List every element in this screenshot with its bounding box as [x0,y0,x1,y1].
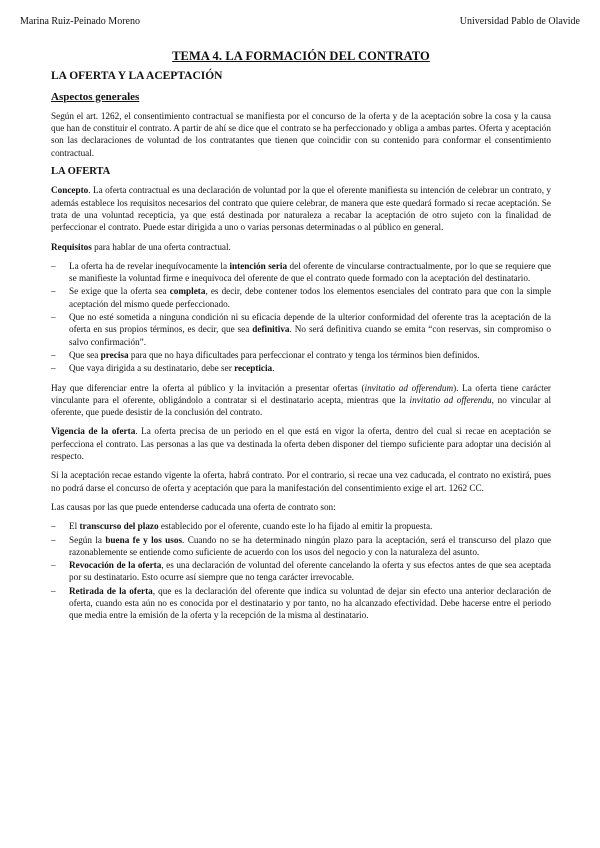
requisitos-intro [51,241,551,253]
item-bold: Revocación de la oferta [69,560,162,571]
item-text: Según la [69,534,106,545]
list-item [51,362,551,374]
dash-bullet: – [51,521,56,532]
item-text: Que vaya dirigida a su destinatario, debe ser [69,363,235,374]
item-bold: recepticia [234,363,273,374]
item-bold: definitiva [252,324,290,335]
list-item [51,349,551,361]
aspectos-heading: Aspectos generales [51,90,140,103]
list-item [51,285,551,310]
item-bold: transcurso del plazo [79,521,159,532]
dash-bullet: – [51,560,56,571]
vigencia-paragraph [51,425,551,462]
causas-list [51,520,551,621]
oferta-heading: LA OFERTA [51,166,111,178]
para-text: ). La oferta tiene carácter vinculante para el oferente, obligándolo a contratar si el destinatario acepta, mientras que la [51,382,551,405]
university-name: Universidad Pablo de Olavide [459,16,580,27]
item-text: Se exige que la oferta sea [69,286,170,297]
item-text: establecido por el oferente, cuando este lo ha fijado al emitir la propuesta. [158,521,433,532]
item-text: , que es la declaración del oferente que indica su voluntad de dejar sin efecto una anterior declaración de oferta, cuando esta aún no es conocida por el destinatario y por tanto, no ha alcanzado efectividad. Debe hacerse entre el periodo que media entre la emisión de la oferta y la recepción de la misma al destinatario. [69,585,551,621]
item-bold: Retirada de la oferta [69,585,153,596]
dash-bullet: – [51,534,56,545]
item-text: , es decir, debe contener todos los elementos esenciales del contrato para que con la simple aceptación del mismo quede perfeccionado. [69,286,551,309]
item-bold: precisa [100,349,129,360]
dash-bullet: – [51,286,56,297]
list-item [51,260,551,285]
vigencia-label: Vigencia de la oferta [51,426,136,437]
vigencia-text: . La oferta precisa de un periodo en el que está en vigor la oferta, dentro del cual si recae en aceptación se perfecciona el contrato. Las personas a las que va destinada la oferta deben disponer del tiempo suficiente para adoptar una decisión al respecto. [51,426,551,462]
diferencia-paragraph [51,382,551,419]
para-text: , no vincular al oferente, que puede desistir de la conclusión del contrato. [51,394,551,418]
causas-intro: Las causas por las que puede entenderse caducada una oferta de contrato son: [51,501,336,512]
section-heading: LA OFERTA Y LA ACEPTACIÓN [51,70,223,83]
author-name: Marina Ruiz-Peinado Moreno [20,16,140,27]
concepto-paragraph [51,184,551,233]
requisitos-label: Requisitos [51,241,92,252]
item-bold: completa [169,286,206,297]
dash-bullet: – [51,260,56,271]
item-text: Que sea [69,349,101,360]
item-text: . [272,363,275,374]
dash-bullet: – [51,349,56,360]
list-item [51,585,551,622]
item-text: . Cuando no se ha determinado ningún plazo para la aceptación, será el transcurso del plazo que razonablemente se entiende como suficiente de acuerdo con los usos del negocio y con la naturaleza del asunto. [69,534,551,557]
aspectos-paragraph: Según el art. 1262, el consentimiento contractual se manifiesta por el concurso de la oferta y de la aceptación sobre la cosa y la causa que han de constituir el contrato. A partir de ahí se dice que el contrato se ha perfeccionado y obliga a ambas partes. Oferta y aceptación son las declaraciones de voluntad de los contratantes que tienen que coincidir con su contenido para conformar el consentimiento contractual. [51,110,551,158]
item-text: del oferente de vincularse contractualmente, por lo que se requiere que se manifieste la voluntad firme e inequívoca del oferente de que el contrato quede formado con la aceptación del destinatario. [69,260,552,284]
item-bold: buena fe y los usos [105,534,183,545]
item-text: . No será definitiva cuando se emita “con reservas, sin compromiso o salvo confirmación”. [69,324,551,347]
concepto-text: . La oferta contractual es una declaración de voluntad por la que el oferente manifiesta su intención de celebrar un contrato, y además establece los requisitos necesarios del contrato que quiere celebrar, de manera que este quedará formado si recae aceptación. Se trata de una voluntad recepticia, ya que está destinada por naturaleza a recabar la aceptación de otro sujeto con la finalidad de perfeccionar el contrato. Puede estar dirigida a uno o varias personas determinadas o al público en general. [51,185,551,233]
dash-bullet: – [51,312,56,323]
para-italic: invitatio ad offerendu [409,394,492,405]
item-text: El [69,521,80,532]
list-item [51,311,551,348]
list-item [51,559,551,584]
requisitos-text: para hablar de una oferta contractual. [91,241,231,252]
item-text: para que no haya dificultades para perfeccionar el contrato y tenga los términos bien definidos. [128,349,480,360]
item-text: Que no esté sometida a ninguna condición ni su eficacia depende de la ulterior conformidad del oferente tras la aceptación de la oferta en sus propios términos, es decir, que sea [69,312,551,335]
para-text: Hay que diferenciar entre la oferta al público y la invitación a presentar ofertas ( [51,382,365,393]
item-text: La oferta ha de revelar inequívocamente la [69,260,230,271]
dash-bullet: – [51,363,56,374]
list-item [51,520,551,532]
page-title: TEMA 4. LA FORMACIÓN DEL CONTRATO [172,49,430,63]
dash-bullet: – [51,585,56,596]
item-text: , es una declaración de voluntad del oferente cancelando la oferta y sus efectos antes de que sea aceptada por su destinatario. Esto ocurre así siempre que no tenga carácter irrevocable. [69,560,552,583]
item-bold: intención seria [229,260,288,271]
para-italic: invitatio ad offerendum [364,382,454,393]
list-item [51,534,551,559]
aceptacion-paragraph: Si la aceptación recae estando vigente la oferta, habrá contrato. Por el contrario, si recae una vez caducada, el contrato no existirá, pues no podrá darse el concurso de oferta y aceptación que para la manifestación del consentimiento exige el art. 1262 CC. [51,470,551,493]
requisitos-list [51,260,551,375]
document-body [51,50,551,629]
concepto-label: Concepto [51,185,89,196]
